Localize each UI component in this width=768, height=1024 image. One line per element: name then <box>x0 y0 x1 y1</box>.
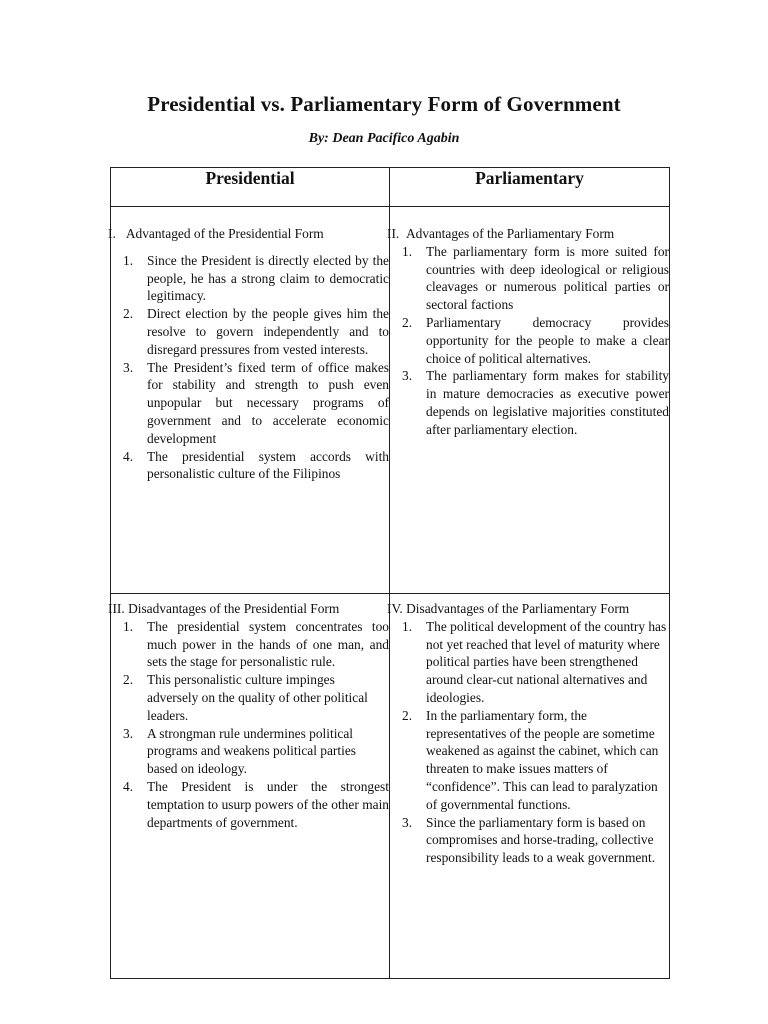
list-item <box>123 725 389 778</box>
list-item-text: Since the parliamentary form is based on compromises and horse-trading, collective responsibility leads to a weak government. <box>426 814 656 866</box>
section-heading-text: Advantages of the Parliamentary Form <box>405 226 615 241</box>
section-heading <box>108 600 389 618</box>
list-item-text: The parliamentary form makes for stability in mature democracies as executive power depends on legislative majorities constituted after parliamentary election. <box>426 368 669 437</box>
list-item-number: 1. <box>123 618 134 634</box>
list-item-number: 3. <box>123 359 134 375</box>
list-item-text: The President is under the strongest temptation to usurp powers of the other main departments of government. <box>147 778 389 830</box>
list-item-number: 4. <box>123 448 134 464</box>
list-item <box>402 707 669 814</box>
section-cell <box>108 207 390 594</box>
list-item <box>123 778 389 831</box>
numbered-list <box>390 243 669 439</box>
section-heading <box>387 600 669 618</box>
column-header-presidential: Presidential <box>111 168 390 207</box>
list-item-number: 1. <box>123 252 134 268</box>
list-item-text: Since the President is directly elected by the people, he has a strong claim to democratic legitimacy. <box>147 252 389 304</box>
column-header-parliamentary: Parliamentary <box>390 168 670 207</box>
list-item <box>123 671 389 724</box>
list-item-number: 2. <box>123 306 134 322</box>
list-item-text: The political development of the country has not yet reached that level of maturity where political parties have been strengthened around clear-cut national alternatives and ideologies. <box>426 618 667 705</box>
list-item-text: Direct election by the people gives him the resolve to govern independently and to disregard pressures from vested interests. <box>147 306 389 357</box>
section-heading-text: Disadvantages of the Presidential Form <box>128 601 340 616</box>
list-item-text: Parliamentary democracy provides opportunity for the people to make a clear choice of political alternatives. <box>426 314 669 366</box>
section-heading-text: Disadvantages of the Parliamentary Form <box>406 601 630 616</box>
section-heading-text: Advantaged of the Presidential Form <box>125 226 324 241</box>
comparison-table <box>110 167 670 979</box>
section-heading <box>387 225 669 243</box>
list-item-text: In the parliamentary form, the representatives of the people are sometime weakened as against the cabinet, which can threaten to make issues matters of “confidence”. This can lead to paralyzation of governmental functions. <box>426 707 659 812</box>
list-item <box>402 243 669 314</box>
list-item <box>402 314 669 367</box>
list-item <box>402 618 669 707</box>
numbered-list <box>390 618 669 867</box>
list-item-number: 3. <box>402 814 413 830</box>
list-item-text: The presidential system concentrates too much power in the hands of one man, and sets the stage for personalistic rule. <box>147 618 389 670</box>
section-cell <box>108 594 390 979</box>
list-item <box>402 814 669 867</box>
list-item-text: This personalistic culture impinges adversely on the quality of other political leaders. <box>147 672 368 723</box>
numbered-list <box>111 252 389 483</box>
section-numeral: II. <box>387 226 406 241</box>
list-item <box>123 252 389 305</box>
list-item-text: The parliamentary form is more suited for countries with deep ideological or religious cleavages or numerous political parties or sectoral factions <box>426 243 669 313</box>
document-byline: By: Dean Pacifico Agabin <box>308 131 460 146</box>
list-item-text: A strongman rule undermines political programs and weakens political parties based on ideology. <box>147 725 356 777</box>
list-item-number: 1. <box>402 243 413 259</box>
list-item-number: 3. <box>123 725 134 741</box>
list-item-text: The President’s fixed term of office makes for stability and strength to push even unpopular but necessary programs of government and to accelerate economic development <box>147 359 389 446</box>
section-numeral: I. <box>108 226 126 241</box>
list-item <box>123 359 389 448</box>
list-item-number: 2. <box>402 314 413 330</box>
numbered-list <box>111 618 389 832</box>
section-cell <box>387 207 670 594</box>
list-item <box>402 367 669 438</box>
list-item-number: 2. <box>123 672 134 688</box>
list-item <box>123 618 389 671</box>
document-title: Presidential vs. Parliamentary Form of Government <box>147 92 621 116</box>
list-item-number: 2. <box>402 707 413 723</box>
list-item <box>123 305 389 358</box>
section-numeral: IV. <box>387 601 407 616</box>
list-item-text: The presidential system accords with personalistic culture of the Filipinos <box>147 448 389 482</box>
section-heading <box>108 225 389 243</box>
section-cell <box>387 594 670 979</box>
list-item-number: 1. <box>402 618 413 634</box>
list-item-number: 4. <box>123 778 134 794</box>
list-item-number: 3. <box>402 368 413 384</box>
section-numeral: III. <box>108 601 129 616</box>
list-item <box>123 448 389 484</box>
